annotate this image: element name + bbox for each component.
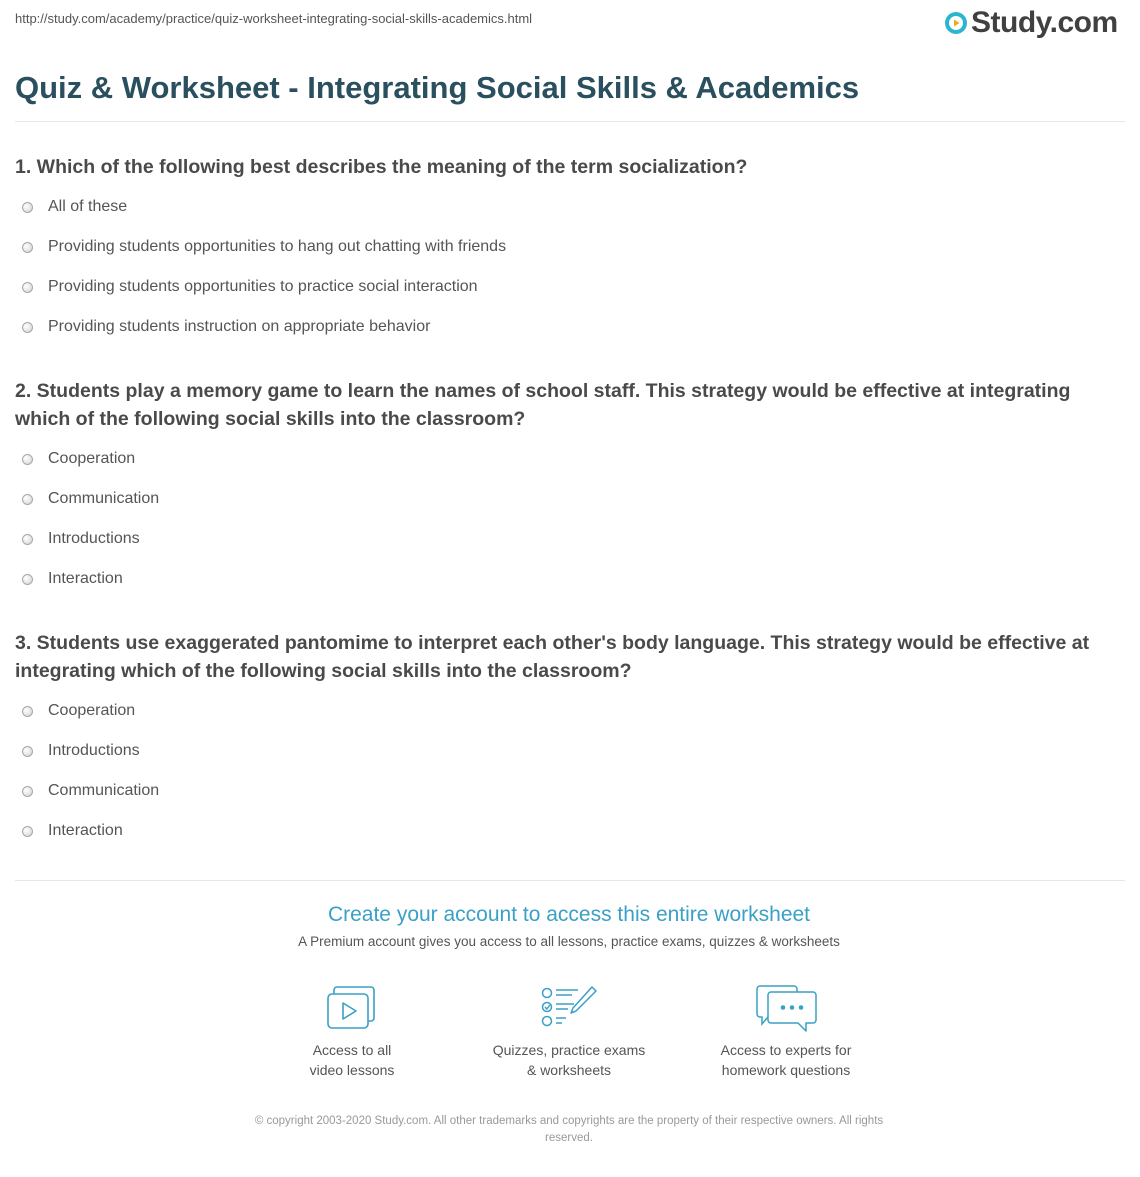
- answer-option[interactable]: [22, 198, 127, 216]
- answer-option[interactable]: [22, 822, 123, 840]
- radio-button[interactable]: [22, 746, 33, 757]
- quiz-checklist-icon: [540, 984, 598, 1030]
- answer-option[interactable]: [22, 490, 159, 508]
- create-account-link[interactable]: Create your account to access this entire worksheet: [327, 903, 811, 926]
- feature-experts: [691, 984, 881, 1080]
- answer-label: Cooperation: [48, 450, 136, 467]
- promo-divider: [15, 880, 1125, 881]
- answer-label: Introductions: [48, 742, 140, 759]
- answer-option[interactable]: [22, 782, 159, 800]
- promo-subtitle: A Premium account gives you access to all lessons, practice exams, quizzes & worksheets: [298, 934, 840, 949]
- answer-label: Communication: [48, 490, 160, 507]
- answer-label: Introductions: [48, 530, 140, 547]
- copyright-line: reserved.: [545, 1132, 593, 1144]
- answer-option[interactable]: [22, 742, 140, 760]
- study-com-logo[interactable]: [944, 6, 1118, 40]
- question-3: 3. Students use exaggerated pantomime to interpret each other's body language. This strategy would be effective at integrating which of the following social skills into the classroom?: [15, 632, 1090, 682]
- chat-bubbles-icon: [754, 984, 818, 1034]
- radio-button[interactable]: [22, 242, 33, 253]
- answer-option[interactable]: [22, 278, 478, 296]
- copyright-line: © copyright 2003-2020 Study.com. All other trademarks and copyrights are the property of their respective owners. All rights: [254, 1115, 884, 1127]
- answer-label: Interaction: [48, 822, 123, 839]
- radio-button[interactable]: [22, 202, 33, 213]
- answer-label: Communication: [48, 782, 160, 799]
- radio-button[interactable]: [22, 282, 33, 293]
- answer-option[interactable]: [22, 570, 123, 588]
- radio-button[interactable]: [22, 534, 33, 545]
- radio-button[interactable]: [22, 574, 33, 585]
- logo-text: Study.com: [971, 6, 1118, 39]
- answer-label: Providing students opportunities to hang out chatting with friends: [48, 238, 507, 255]
- video-lessons-icon: [326, 984, 378, 1030]
- answer-option[interactable]: [22, 450, 135, 468]
- feature-line: Access to experts for: [720, 1042, 852, 1058]
- play-circle-icon: [944, 11, 968, 35]
- copyright-notice: [210, 1113, 928, 1147]
- answer-label: All of these: [48, 198, 128, 215]
- title-divider: [15, 121, 1125, 122]
- radio-button[interactable]: [22, 494, 33, 505]
- answer-label: Providing students instruction on appropriate behavior: [48, 318, 431, 335]
- answer-label: Cooperation: [48, 702, 136, 719]
- question-2: 2. Students play a memory game to learn the names of school staff. This strategy would be effective at integrating which of the following social skills into the classroom?: [15, 380, 1071, 430]
- feature-line: & worksheets: [526, 1062, 612, 1078]
- feature-line: Access to all: [312, 1042, 392, 1058]
- radio-button[interactable]: [22, 454, 33, 465]
- answer-option[interactable]: [22, 702, 135, 720]
- answer-option[interactable]: [22, 318, 430, 336]
- page-title: Quiz & Worksheet - Integrating Social Skills & Academics: [15, 70, 860, 105]
- radio-button[interactable]: [22, 322, 33, 333]
- feature-video-lessons: [257, 984, 447, 1080]
- answer-label: Providing students opportunities to practice social interaction: [48, 278, 478, 295]
- radio-button[interactable]: [22, 786, 33, 797]
- answer-option[interactable]: [22, 238, 506, 256]
- answer-label: Interaction: [48, 570, 123, 587]
- radio-button[interactable]: [22, 706, 33, 717]
- radio-button[interactable]: [22, 826, 33, 837]
- question-1: 1. Which of the following best describes the meaning of the term socialization?: [15, 156, 748, 178]
- feature-quizzes: [474, 984, 664, 1080]
- answer-option[interactable]: [22, 530, 140, 548]
- feature-line: Quizzes, practice exams: [492, 1042, 646, 1058]
- feature-line: homework questions: [721, 1062, 851, 1078]
- page-url: http://study.com/academy/practice/quiz-worksheet-integrating-social-skills-academics.html: [15, 11, 533, 26]
- feature-line: video lessons: [309, 1062, 395, 1078]
